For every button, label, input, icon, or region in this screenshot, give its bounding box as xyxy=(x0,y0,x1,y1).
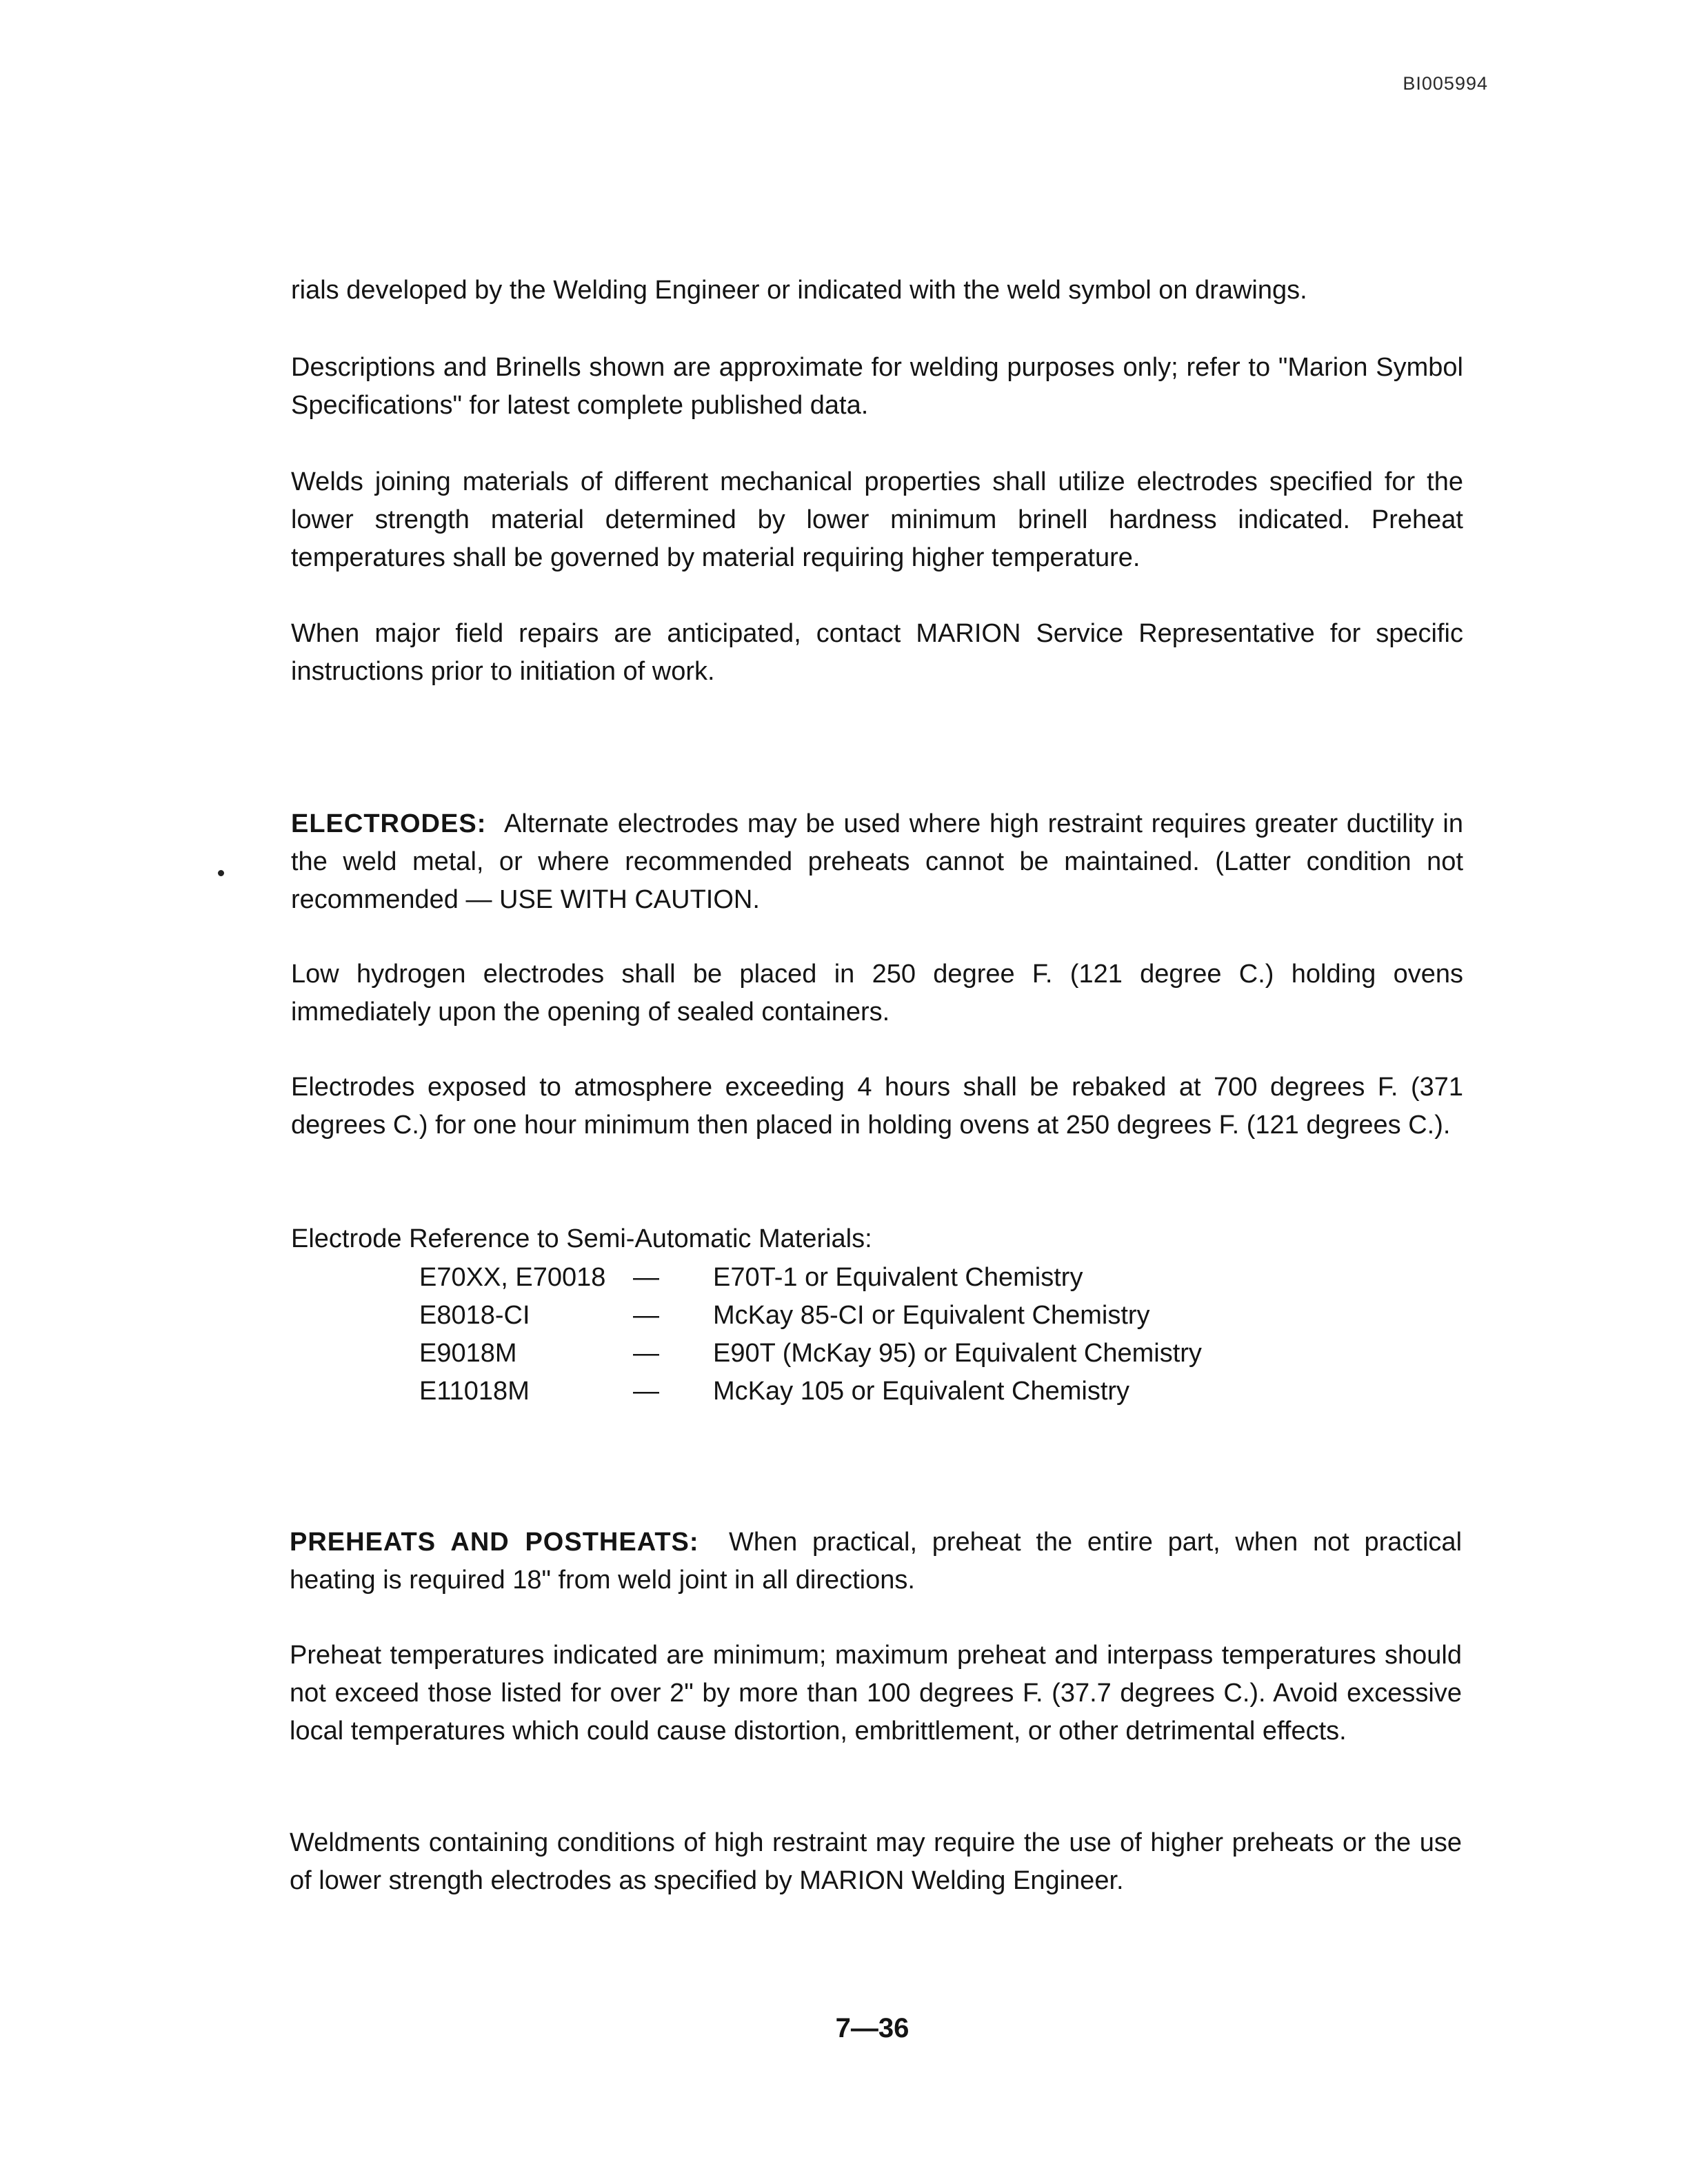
electrodes-text-1: Alternate electrodes may be used where high restraint requires greater ductility in the weld metal, or where recommended preheats cannot be maintained. (Latter condition not recommended — USE WITH CAUTION. xyxy=(291,809,1463,914)
reference-row xyxy=(419,1259,1334,1297)
electrodes-paragraph-2: Low hydrogen electrodes shall be placed in 250 degree F. (121 degree C.) holding ovens immediately upon the opening of sealed containers. xyxy=(291,960,1463,1027)
reference-code: E11018M xyxy=(419,1377,530,1406)
electrodes-heading: ELECTRODES: xyxy=(291,809,487,838)
reference-dash: — xyxy=(633,1263,659,1292)
reference-row xyxy=(419,1335,1334,1373)
preheats-heading: PREHEATS AND POSTHEATS: xyxy=(290,1528,699,1557)
electrodes-paragraph-3: Electrodes exposed to atmosphere exceeding 4 hours shall be rebaked at 700 degrees F. (371 degrees C.) for one hour minimum then placed in holding ovens at 250 degrees F. (121 degrees C.). xyxy=(291,1073,1463,1140)
document-id: BI005994 xyxy=(1403,73,1488,94)
intro-paragraph-2: Descriptions and Brinells shown are approximate for welding purposes only; refer to "Marion Symbol Specifications" for latest complete published data. xyxy=(291,353,1463,420)
preheats-paragraph-3: Weldments containing conditions of high restraint may require the use of higher preheats or the use of lower strength electrodes as specified by MARION Welding Engineer. xyxy=(290,1828,1462,1895)
reference-code: E70XX, E70018 xyxy=(419,1263,606,1292)
intro-paragraph-4: When major field repairs are anticipated, contact MARION Service Representative for specific instructions prior to initiation of work. xyxy=(291,619,1463,686)
reference-description: E90T (McKay 95) or Equivalent Chemistry xyxy=(713,1339,1202,1368)
reference-dash: — xyxy=(633,1301,659,1330)
reference-code: E9018M xyxy=(419,1339,517,1368)
reference-dash: — xyxy=(633,1339,659,1368)
page-number: 7—36 xyxy=(835,2013,910,2043)
reference-code: E8018-CI xyxy=(419,1301,530,1330)
intro-paragraph-3: Welds joining materials of different mechanical properties shall utilize electrodes specified for the lower strength material determined by lower minimum brinell hardness indicated. Preheat temperatures shall be governed by material requiring higher temperature. xyxy=(291,467,1463,572)
electrode-reference-intro: Electrode Reference to Semi-Automatic Materials: xyxy=(291,1224,872,1253)
electrode-reference-table xyxy=(419,1259,1334,1410)
electrodes-paragraph-1 xyxy=(291,805,1463,919)
reference-dash: — xyxy=(633,1377,659,1406)
reference-description: McKay 105 or Equivalent Chemistry xyxy=(713,1377,1130,1406)
preheats-paragraph-1 xyxy=(290,1524,1462,1599)
intro-paragraph-1: rials developed by the Welding Engineer or indicated with the weld symbol on drawings. xyxy=(291,276,1307,305)
preheats-text-1: When practical, preheat the entire part, when not practical heating is required 18" from weld joint in all directions. xyxy=(290,1528,1463,1595)
reference-row xyxy=(419,1297,1334,1335)
margin-dot-mark xyxy=(218,870,224,876)
preheats-paragraph-2: Preheat temperatures indicated are minimum; maximum preheat and interpass temperatures should not exceed those listed for over 2" by more than 100 degrees F. (37.7 degrees C.). Avoid excessive local temperatures which could cause distortion, embrittlement, or other detrimental effects. xyxy=(290,1641,1462,1746)
reference-description: McKay 85-CI or Equivalent Chemistry xyxy=(713,1301,1150,1330)
reference-row xyxy=(419,1373,1334,1410)
reference-description: E70T-1 or Equivalent Chemistry xyxy=(713,1263,1083,1292)
